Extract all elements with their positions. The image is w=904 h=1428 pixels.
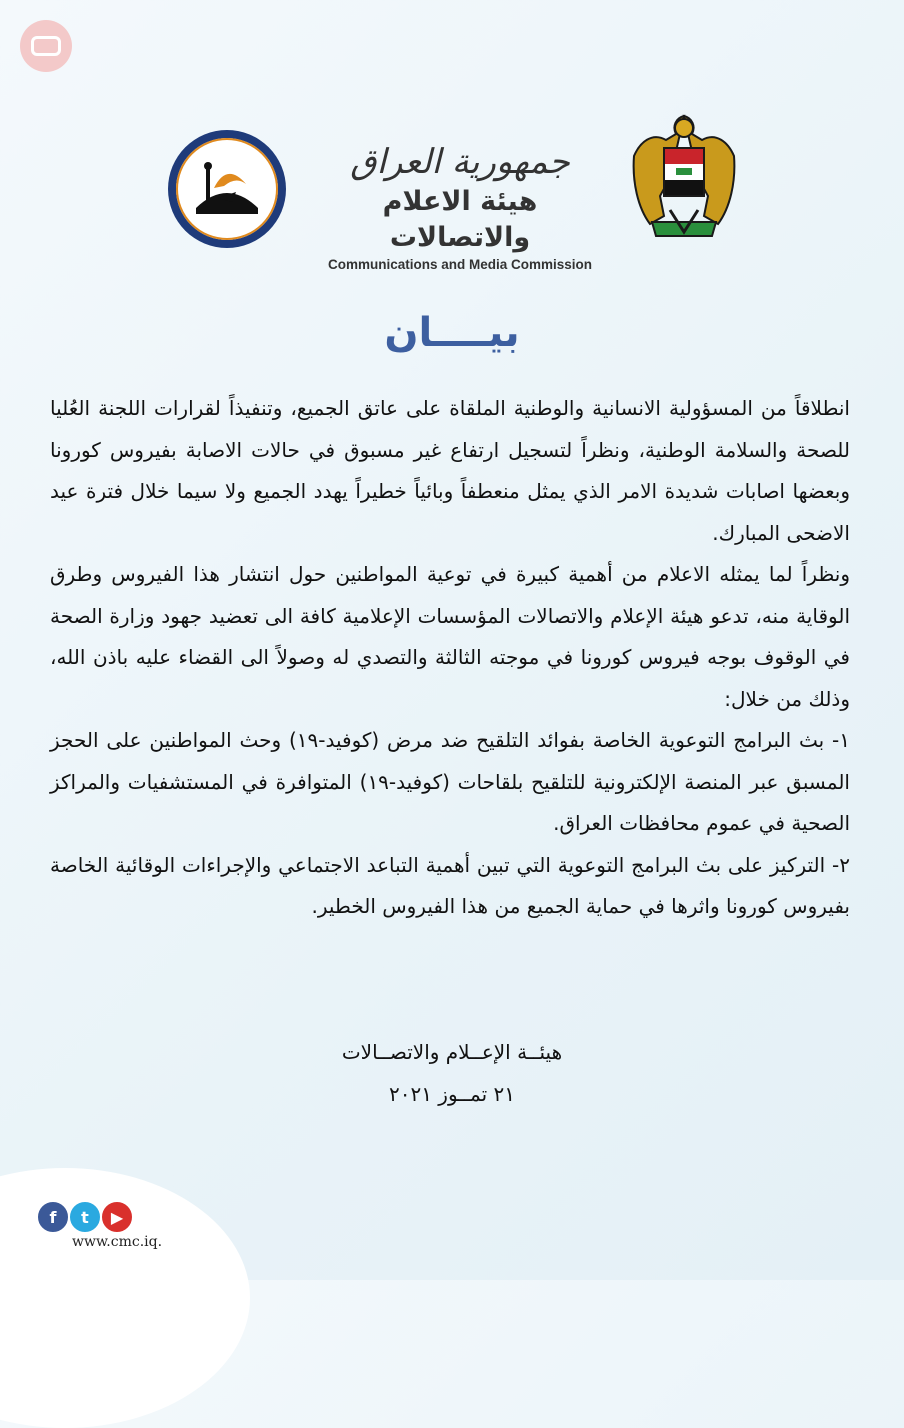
- signature-date: ٢١ تمــوز ٢٠٢١: [388, 1082, 515, 1106]
- paragraph-1: انطلاقاً من المسؤولية الانسانية والوطنية الملقاة على عاتق الجميع، وتنفيذاً لقرارات اللجنة العُليا للصحة والسلامة الوطنية، ونظراً لتسجيل ارتفاع غير مسبوق في حالات الاصابة بفيروس كورونا وبعضها اصابات شديدة الامر الذي يمثل منعطفاً وبائياً خطيراً يهدد الجميع ولا سيما خلال فترة عيد الاضحى المبارك.: [50, 396, 850, 545]
- cmc-seal-icon: [166, 128, 288, 250]
- page-title: بيــــان: [384, 310, 520, 356]
- statement-body: [50, 388, 850, 928]
- website-link[interactable]: www.cmc.iq.: [72, 1234, 163, 1250]
- commission-name-ar: هيئة الاعلام والاتصالات: [382, 186, 538, 253]
- country-name: جمهورية العراق: [350, 142, 570, 182]
- commission-name-en: Communications and Media Commission: [327, 257, 593, 272]
- corner-badge-icon: [20, 20, 72, 72]
- signature-org: هيئــة الإعــلام والاتصــالات: [341, 1040, 563, 1064]
- cmc-wordmark: [310, 140, 610, 272]
- paragraph-2: ونظراً لما يمثله الاعلام من أهمية كبيرة في توعية المواطنين حول انتشار هذا الفيروس وطرق الوقاية منه، تدعو هيئة الإعلام والاتصالات المؤسسات الإعلامية كافة الى تعضيد جهود وزارة الصحة في الوقوف بوجه فيروس كورونا في موجته الثالثة والتصدي له وصولاً الى القضاء عليه باذن الله، وذلك من خلال:: [50, 562, 850, 711]
- youtube-icon[interactable]: ▶: [100, 1200, 134, 1234]
- social-links: [36, 1200, 132, 1234]
- facebook-icon[interactable]: f: [36, 1200, 70, 1234]
- paragraph-4: ٢- التركيز على بث البرامج التوعوية التي تبين أهمية التباعد الاجتماعي والإجراءات الوقائية الخاصة بفيروس كورونا واثرها في حماية الجميع من هذا الفيروس الخطير.: [50, 852, 850, 918]
- twitter-icon[interactable]: t: [68, 1200, 102, 1234]
- iraq-emblem-icon: [630, 112, 738, 248]
- paragraph-3: ١- بث البرامج التوعوية الخاصة بفوائد التلقيح ضد مرض (كوفيد-١٩) وحث المواطنين على الحجز المسبق عبر المنصة الإلكترونية للتلقيح بلقاحات (كوفيد-١٩) المتوافرة في المستشفيات والمراكز الصحية في عموم محافظات العراق.: [50, 728, 850, 835]
